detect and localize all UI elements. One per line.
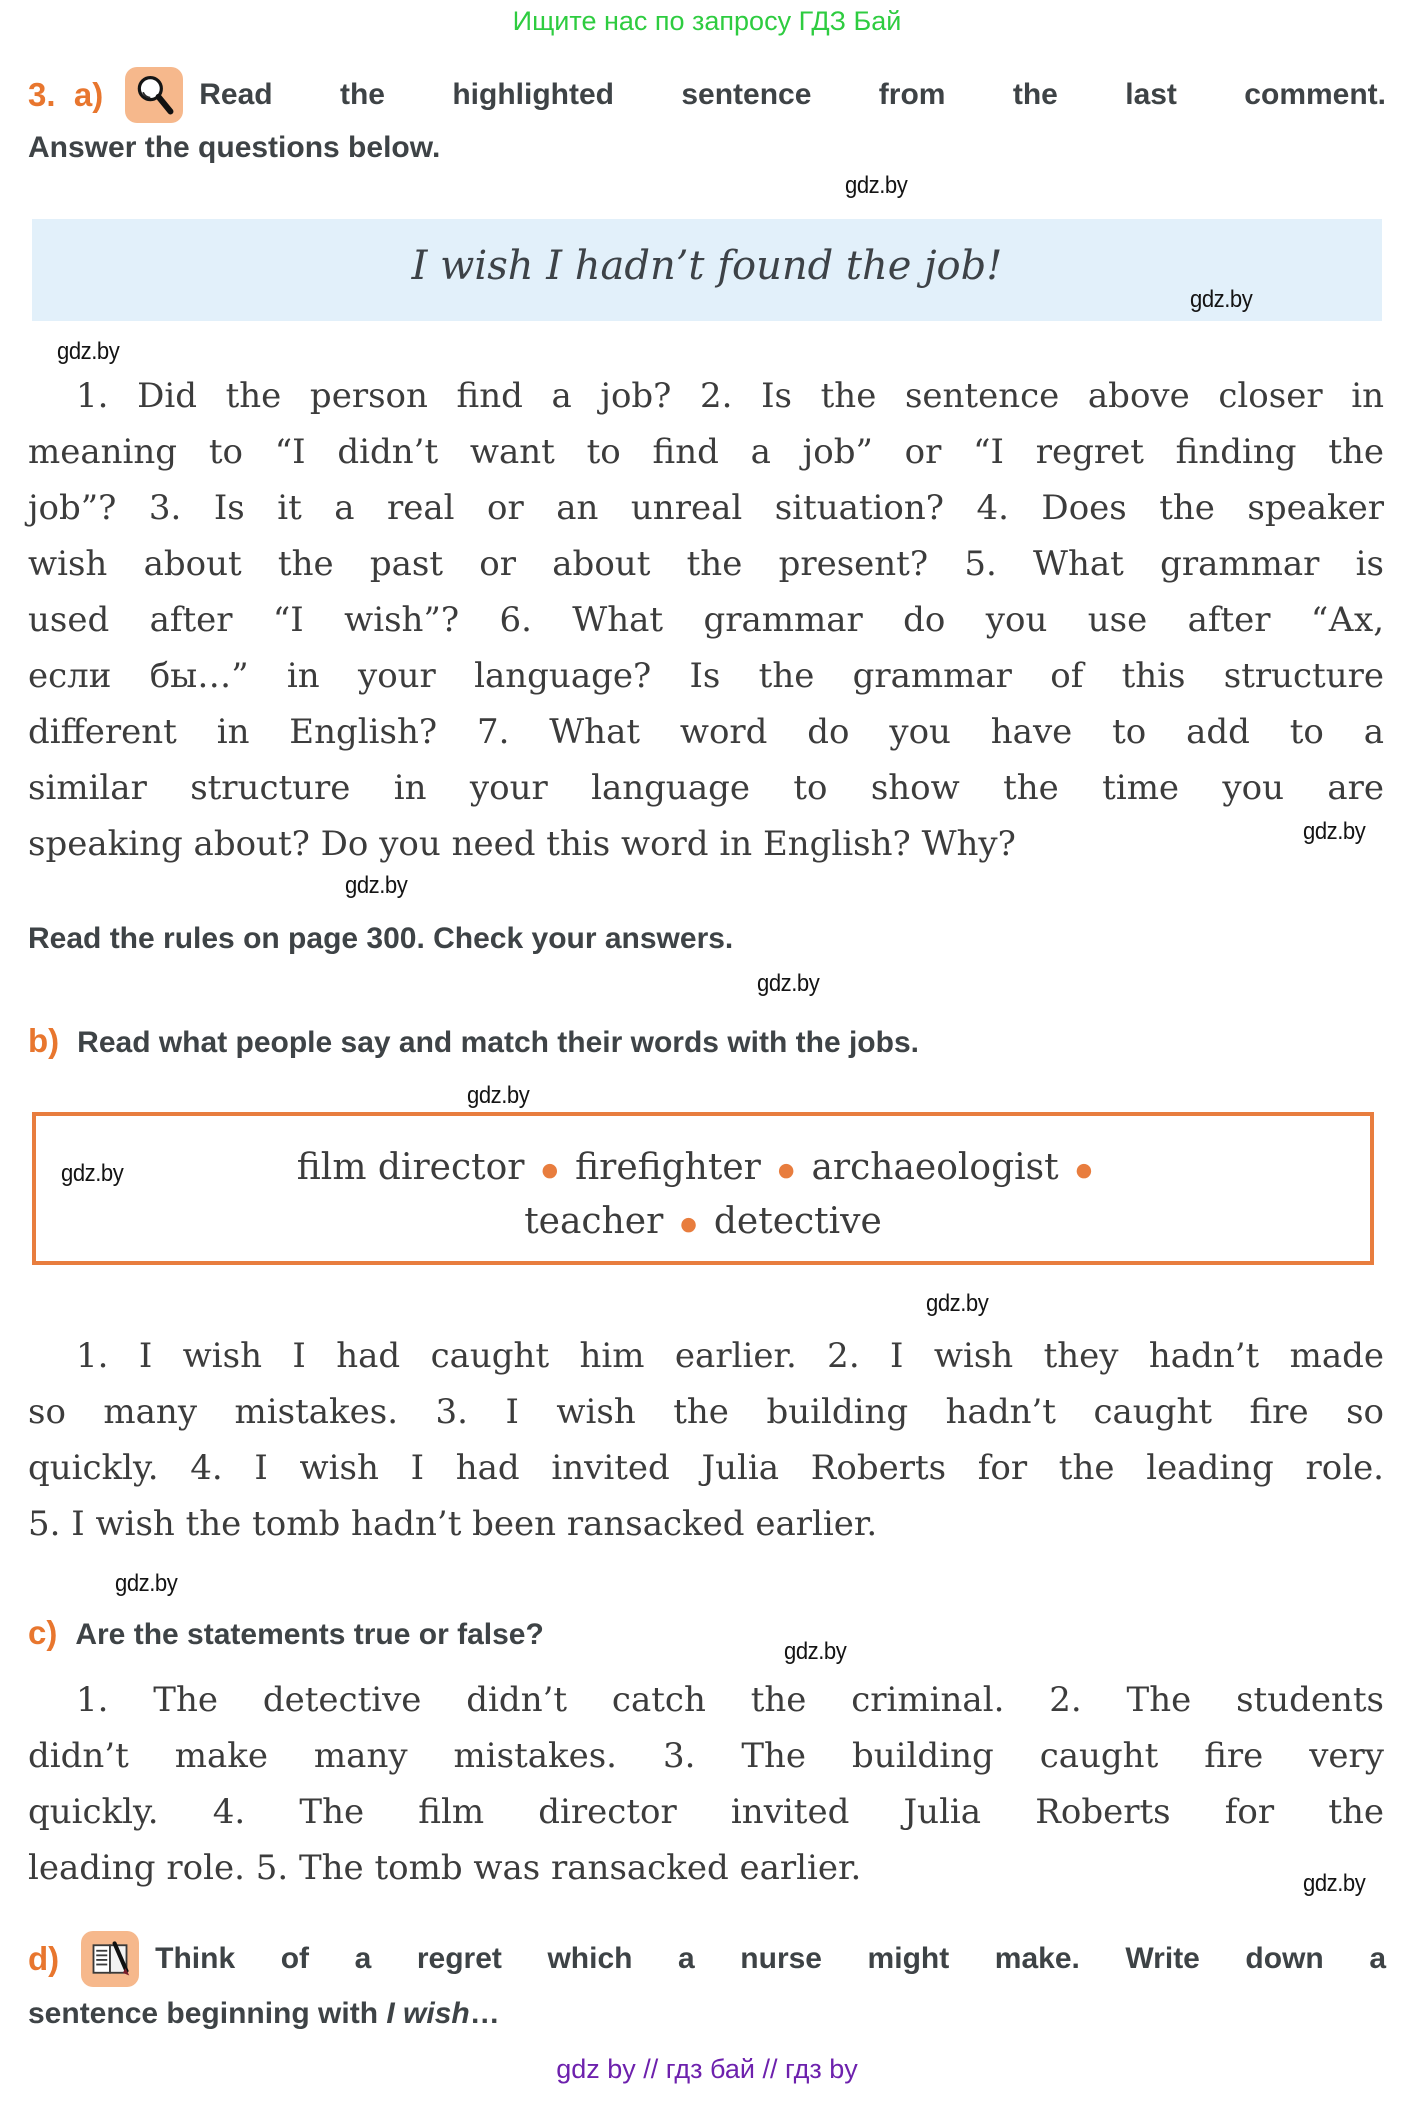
part-b-label: b) xyxy=(28,1022,60,1059)
heading-line: Answer the questions below. xyxy=(28,131,441,164)
job-item: detective xyxy=(713,1201,882,1242)
section-c-heading xyxy=(28,1614,1384,1652)
part-d-label: d) xyxy=(28,1940,60,1977)
sentences-paragraph xyxy=(28,1328,1384,1552)
gdz-watermark: gdz.by xyxy=(1303,818,1366,845)
paragraph-line: meaning to “I didn’t want to find a job” or “I regret finding the xyxy=(28,432,1384,472)
statements-paragraph xyxy=(28,1672,1384,1896)
job-item: archaeologist xyxy=(811,1147,1059,1188)
gdz-watermark: gdz.by xyxy=(784,1638,847,1665)
paragraph-line: similar structure in your language to show the time you are xyxy=(28,768,1384,808)
part-b-heading-text: Read what people say and match their words with the jobs. xyxy=(77,1026,919,1059)
section-b-heading xyxy=(28,1022,1384,1060)
job-item: firefighter xyxy=(575,1147,761,1188)
paragraph-line: different in English? 7. What word do you have to add to a xyxy=(28,712,1384,752)
paragraph-line: 5. I wish the tomb hadn’t been ransacked earlier. xyxy=(28,1504,878,1544)
section-a-heading xyxy=(28,66,1386,168)
exercise-number: 3. a) xyxy=(28,76,104,113)
jobs-row xyxy=(36,1142,1370,1196)
part-c-heading-text: Are the statements true or false? xyxy=(75,1618,544,1651)
i-wish-italic: I wish xyxy=(386,1997,470,2030)
questions-paragraph xyxy=(28,368,1384,872)
bullet-icon: ● xyxy=(680,1213,697,1235)
paragraph-line: speaking about? Do you need this word in English? Why? xyxy=(28,824,1016,864)
gdz-watermark: gdz.by xyxy=(467,1082,530,1109)
heading-line: sentence beginning with I wish… xyxy=(28,1997,500,2030)
magnifier-icon xyxy=(125,67,183,123)
bullet-icon: ● xyxy=(777,1159,795,1181)
job-item: film director xyxy=(296,1147,525,1188)
gdz-watermark: gdz.by xyxy=(926,1290,989,1317)
part-c-label: c) xyxy=(28,1614,58,1651)
gdz-watermark: gdz.by xyxy=(1303,1870,1366,1897)
paragraph-line: leading role. 5. The tomb was ransacked earlier. xyxy=(28,1848,862,1888)
gdz-watermark: gdz.by xyxy=(115,1570,178,1597)
part-a-label: a) xyxy=(73,76,104,113)
gdz-watermark: gdz.by xyxy=(845,172,908,199)
paragraph-line: so many mistakes. 3. I wish the building hadn’t caught fire so xyxy=(28,1392,1384,1432)
job-item: teacher xyxy=(524,1201,664,1242)
heading-line: Think of a regret which a nurse might make. Write down a xyxy=(155,1942,1386,1975)
paragraph-line: quickly. 4. I wish I had invited Julia Roberts for the leading role. xyxy=(28,1448,1384,1488)
gdz-watermark: gdz.by xyxy=(61,1160,124,1187)
paragraph-line: 1. I wish I had caught him earlier. 2. I wish they hadn’t made xyxy=(76,1336,1384,1376)
bullet-icon: ● xyxy=(1075,1159,1093,1181)
jobs-box xyxy=(32,1112,1374,1265)
gdz-watermark: gdz.by xyxy=(757,970,820,997)
quote-text: I wish I hadn’t found the job! xyxy=(411,243,1003,289)
rules-note: Read the rules on page 300. Check your answers. xyxy=(28,922,734,955)
paragraph-line: 1. The detective didn’t catch the criminal. 2. The students xyxy=(76,1680,1384,1720)
paragraph-line: job”? 3. Is it a real or an unreal situation? 4. Does the speaker xyxy=(28,488,1384,528)
quote-box xyxy=(32,219,1382,321)
footer-text: gdz by // гдз бай // гдз by xyxy=(556,2054,858,2084)
gdz-watermark: gdz.by xyxy=(345,872,408,899)
bullet-icon: ● xyxy=(541,1159,559,1181)
paragraph-line: 1. Did the person find a job? 2. Is the sentence above closer in xyxy=(76,376,1384,416)
paragraph-line: если бы…” in your language? Is the grammar of this structure xyxy=(28,656,1384,696)
jobs-row xyxy=(36,1196,1370,1250)
promo-text: Ищите нас по запросу ГДЗ Бай xyxy=(512,6,902,36)
paragraph-line: used after “I wish”? 6. What grammar do you use after “Ах, xyxy=(28,600,1384,640)
gdz-watermark: gdz.by xyxy=(57,338,120,365)
paragraph-line: didn’t make many mistakes. 3. The building caught fire very xyxy=(28,1736,1384,1776)
paragraph-line: wish about the past or about the present? 5. What grammar is xyxy=(28,544,1384,584)
gdz-watermark: gdz.by xyxy=(1190,286,1253,313)
heading-line: Read the highlighted sentence from the last comment. xyxy=(199,78,1386,111)
paragraph-line: quickly. 4. The film director invited Julia Roberts for the xyxy=(28,1792,1384,1832)
notebook-icon xyxy=(81,1931,139,1987)
section-d-heading xyxy=(28,1930,1386,2034)
